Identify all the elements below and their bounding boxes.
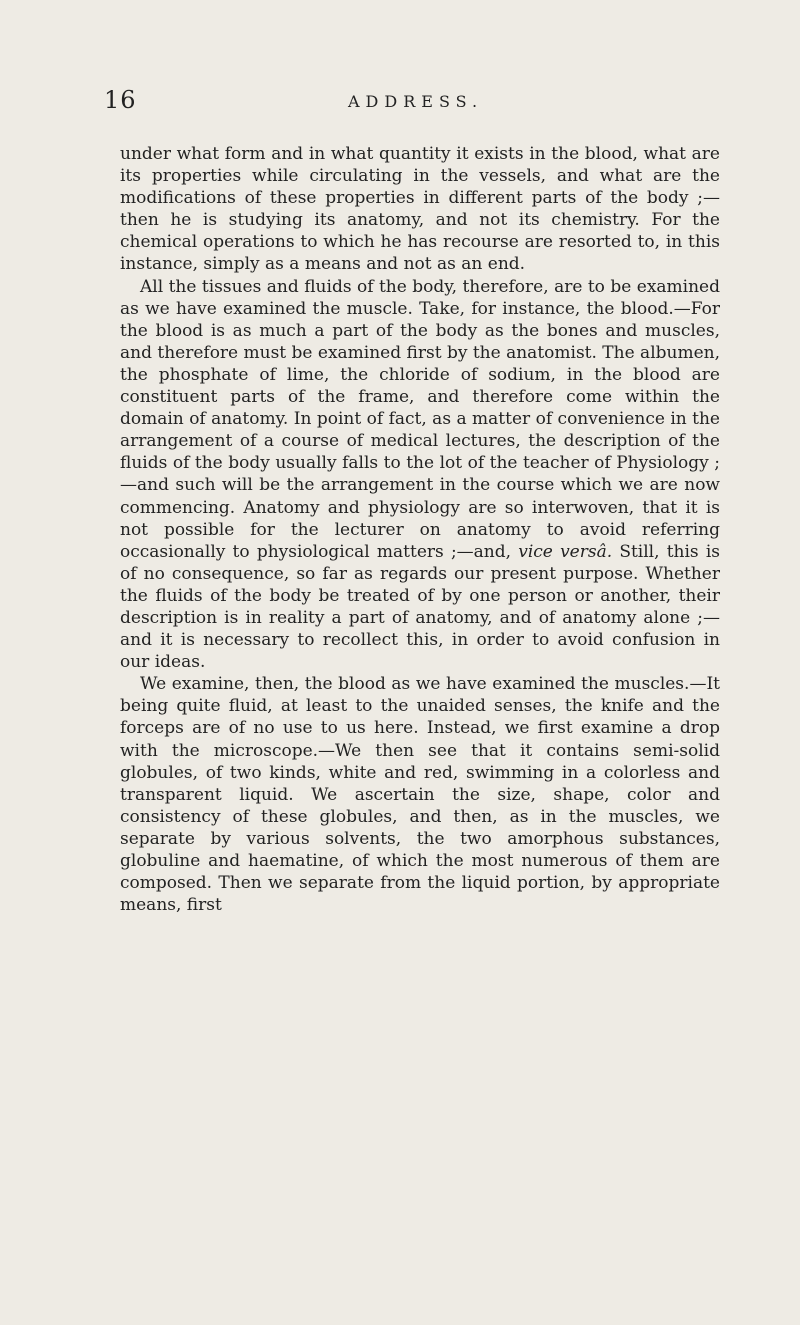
paragraph-2-text-after: Still, this is of no consequence, so far as regards our present purpose. Whether the fluids of the body be treated of by one person or another, their description is in reality a part of anatomy, and of anatomy alone ;—and it is necessary to recollect this, in order to avoid confusion in our ideas. xyxy=(120,541,720,673)
running-head: ADDRESS. xyxy=(348,92,484,111)
page-number: 16 xyxy=(104,86,137,114)
paragraph-2-text: All the tissues and fluids of the body, therefore, are to be examined as we have examined the muscle. Take, for instance, the blood.—For the blood is as much a part of the body as the bones and muscles, and therefore must be examined first by the anatomist. The albumen, the phosphate of lime, the chloride of sodium, in the blood are constituent parts of the frame, and therefore come within the domain of anatomy. In point of fact, as a matter of convenience in the arrangement of a course of medical lectures, the description of the fluids of the body usually falls to the lot of the teacher of Physiology ;—and such will be the arrangement in the course which we are now commencing. Anatomy and physiology are so interwoven, that it is not possible for the lecturer on anatomy to avoid referring occasionally to physiological matters ;—and, xyxy=(120,276,720,562)
body-text xyxy=(120,143,720,916)
page-header xyxy=(104,88,704,118)
paragraph-3: We examine, then, the blood as we have examined the muscles.—It being quite fluid, at least to the unaided senses, the knife and the forceps are of no use to us here. Instead, we first examine a drop with the microscope.—We then see that it contains semi-solid globules, of two kinds, white and red, swimming in a colorless and transparent liquid. We ascertain the size, shape, color and consistency of these globules, and then, as in the muscles, we separate by various solvents, the two amorphous substances, globuline and haematine, of which the most numerous of them are composed. Then we separate from the liquid portion, by appropriate means, first xyxy=(120,674,720,916)
paragraph-1: under what form and in what quantity it exists in the blood, what are its properties while circulating in the vessels, and what are the modifications of these properties in different parts of the body ;—then he is studying its anatomy, and not its chemistry. For the chemical operations to which he has recourse are resorted to, in this instance, simply as a means and not as an end. xyxy=(120,144,720,275)
paragraph-2-italic: vice versâ. xyxy=(518,541,613,562)
paragraph-2 xyxy=(120,276,720,674)
